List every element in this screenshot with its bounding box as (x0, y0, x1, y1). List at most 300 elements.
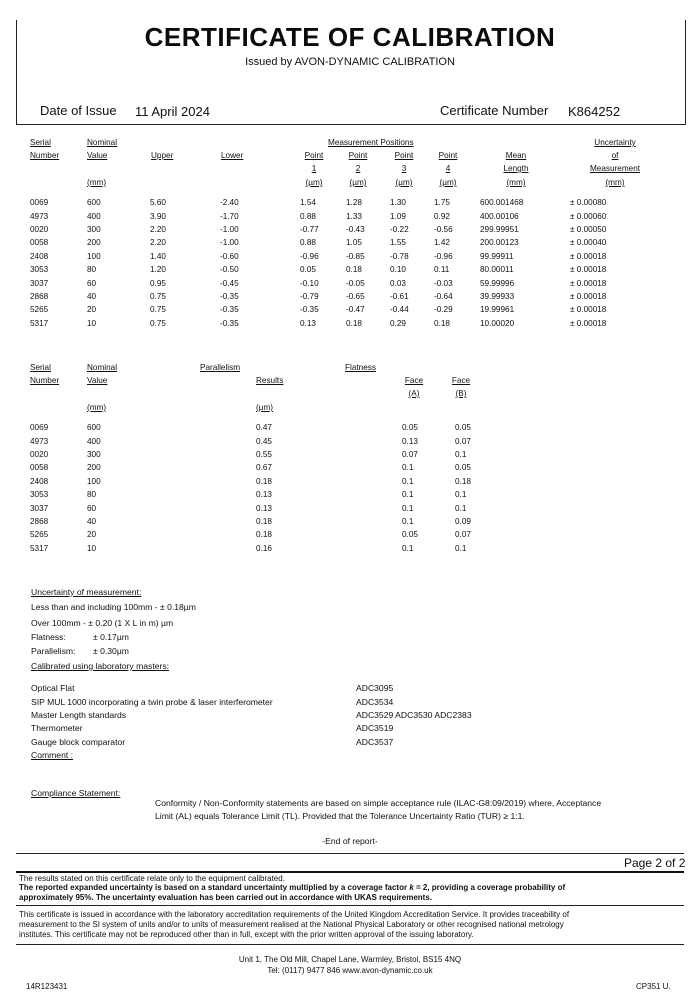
spacer-cell (296, 475, 402, 488)
header-point-2-unit: (µm) (349, 178, 367, 187)
uncertainty-line-1: Less than and including 100mm - ± 0.18µm (31, 602, 196, 612)
comment-label: Comment : (31, 750, 74, 760)
table-cell: 0.92 (434, 211, 450, 221)
master-name: Master Length standards (31, 710, 127, 720)
header-value: Value (87, 151, 108, 160)
table-cell: 1.05 (346, 238, 362, 248)
header2-face-a: Face (404, 376, 424, 385)
table-cell: -0.43 (346, 224, 365, 234)
table-cell: -0.65 (346, 291, 365, 301)
spacer-cell (432, 515, 455, 528)
coverage-statement-2: approximately 95%. The uncertainty evaluation has been carried out in accordance with UKAS requirements. (19, 893, 433, 902)
footer-mid-rule (16, 905, 684, 906)
header2-parallelism: Parallelism (200, 363, 241, 372)
table-cell: 200 (87, 238, 101, 248)
master-reference: ADC3537 (356, 737, 394, 747)
spacer-cell (462, 236, 480, 249)
table-cell: 0058 (30, 463, 49, 473)
table-cell: 0.18 (256, 516, 272, 526)
table-cell: ± 0.00018 (570, 318, 607, 328)
table-cell: 0.05 (300, 265, 316, 275)
header-length: Length (503, 164, 529, 173)
table-cell: 1.09 (390, 211, 406, 221)
table-cell: 600 (87, 198, 101, 208)
spacer-cell (462, 276, 480, 289)
table-cell: 0.18 (256, 530, 272, 540)
table-cell: 0.1 (455, 449, 467, 459)
footer-bottom-rule (16, 944, 684, 945)
spacer-cell (432, 488, 455, 501)
spacer-cell (432, 461, 455, 474)
table-cell: 40 (87, 291, 97, 301)
table-cell: ± 0.00018 (570, 278, 607, 288)
certificate-number-value: K864252 (568, 104, 621, 119)
spacer-cell (328, 317, 346, 330)
table-cell: 0.16 (256, 543, 272, 553)
table-cell: 0.75 (150, 305, 166, 315)
spacer-cell (328, 209, 346, 222)
table-cell: 0.11 (434, 265, 450, 275)
table-cell: 0.1 (402, 503, 414, 513)
table-cell: 1.33 (346, 211, 362, 221)
table-cell: 0.45 (256, 436, 272, 446)
table-row (30, 515, 475, 528)
table-row (30, 434, 475, 447)
table-cell: 59.99996 (480, 278, 515, 288)
table-cell: 0.07 (455, 530, 471, 540)
document-code-left: 14R123431 (26, 982, 68, 991)
table-cell: 0069 (30, 198, 49, 208)
header2-serial: Serial (30, 363, 51, 372)
header2-flatness: Flatness (345, 363, 376, 372)
table-cell: 0.18 (434, 318, 450, 328)
table-cell: 5317 (30, 318, 49, 328)
table-cell: 0.1 (402, 490, 414, 500)
table-row (30, 236, 670, 249)
table-cell: 4973 (30, 436, 49, 446)
table-cell: 5265 (30, 305, 49, 315)
table-row (30, 475, 475, 488)
table-cell: ± 0.00040 (570, 238, 607, 248)
spacer-cell (328, 196, 346, 209)
table-cell: 0.07 (402, 449, 418, 459)
table-cell: -0.50 (220, 265, 239, 275)
table-cell: 3037 (30, 503, 49, 513)
spacer-cell (374, 196, 390, 209)
table-cell: 10.00020 (480, 318, 515, 328)
spacer-cell (328, 276, 346, 289)
table-cell: 600.001468 (480, 198, 524, 208)
spacer-cell (296, 434, 402, 447)
spacer-cell (462, 250, 480, 263)
table-cell: 0.18 (346, 318, 362, 328)
certificate-title: CERTIFICATE OF CALIBRATION (144, 22, 556, 52)
table-cell: 0.1 (402, 476, 414, 486)
table-cell: 0.95 (150, 278, 166, 288)
header-point-2: Point (348, 151, 368, 160)
table-cell: ± 0.00060 (570, 211, 607, 221)
table-cell: ± 0.00050 (570, 224, 607, 234)
table-row (30, 501, 475, 514)
table-cell: 2.20 (150, 238, 166, 248)
spacer-cell (374, 250, 390, 263)
table-cell: 5265 (30, 530, 49, 540)
table-row (30, 488, 475, 501)
table-cell: -0.35 (220, 305, 239, 315)
parallelism-table (30, 421, 475, 555)
header-point-3-num: 3 (401, 164, 407, 173)
header-measurement: Measurement (589, 164, 641, 173)
uncertainty-line-2: Over 100mm - ± 0.20 (1 X L in m) µm (31, 618, 174, 628)
table-cell: ± 0.00080 (570, 198, 607, 208)
table-cell: -0.56 (434, 224, 453, 234)
header-point-4-num: 4 (445, 164, 451, 173)
spacer-cell (432, 528, 455, 541)
header-uncertainty-unit: (mm) (605, 178, 625, 187)
table-row (30, 461, 475, 474)
company-address: Unit 1, The Old Mill, Chapel Lane, Warmley, Bristol, BS15 4NQ (238, 955, 462, 964)
table-cell: -0.60 (220, 251, 239, 261)
spacer-cell (462, 209, 480, 222)
table-cell: -0.05 (346, 278, 365, 288)
table-cell: 0.13 (402, 436, 418, 446)
table-row (30, 263, 670, 276)
table-cell: 0.05 (402, 423, 418, 433)
table-cell: 5.60 (150, 198, 166, 208)
spacer-cell (296, 501, 402, 514)
header2-nominal: Nominal (87, 363, 118, 372)
table-cell: 80 (87, 265, 97, 275)
spacer-cell (462, 223, 480, 236)
table-cell: 0.67 (256, 463, 272, 473)
spacer-cell (328, 223, 346, 236)
accreditation-line-3: institutes. This certificate may not be reproduced other than in full, except with the prior written approval of the issuing laboratory. (19, 930, 474, 939)
table-cell: 200 (87, 463, 101, 473)
spacer-cell (296, 461, 402, 474)
footer-thick-rule (16, 871, 684, 873)
table-cell: -0.03 (434, 278, 453, 288)
table-cell: 0.47 (256, 423, 272, 433)
table-cell: 0.29 (390, 318, 406, 328)
table-cell: 4973 (30, 211, 49, 221)
table-cell: 2408 (30, 476, 49, 486)
table-cell: 0.75 (150, 291, 166, 301)
table-cell: 300 (87, 224, 101, 234)
header2-number: Number (30, 376, 60, 385)
end-of-report: -End of report- (322, 836, 378, 846)
spacer-cell (418, 250, 434, 263)
table-cell: 400 (87, 211, 101, 221)
table-row (30, 290, 670, 303)
spacer-cell (462, 263, 480, 276)
table-cell: -0.29 (434, 305, 453, 315)
spacer-cell (418, 196, 434, 209)
accreditation-line-1: This certificate is issued in accordance with the laboratory accreditation requirements of the United Kingdom Accreditation Service. It provides traceability of (19, 910, 570, 919)
table-row (30, 528, 475, 541)
parallelism-value: ± 0.30µm (93, 646, 129, 656)
uncertainty-heading: Uncertainty of measurement: (31, 587, 142, 597)
table-row (30, 303, 670, 316)
header2-nominal-unit: (mm) (87, 403, 107, 412)
table-cell: 0.1 (402, 516, 414, 526)
table-cell: 0.1 (455, 503, 467, 513)
spacer-cell (374, 209, 390, 222)
master-reference: ADC3529 ADC3530 ADC2383 (356, 710, 472, 720)
table-cell: 1.75 (434, 198, 450, 208)
document-code-right: CP351 U. (636, 982, 671, 991)
table-cell: 2.20 (150, 224, 166, 234)
spacer-cell (418, 209, 434, 222)
master-name: SIP MUL 1000 incorporating a twin probe & laser interferometer (31, 697, 273, 707)
table-cell: -0.45 (220, 278, 239, 288)
table-row (30, 276, 670, 289)
table-cell: -0.44 (390, 305, 409, 315)
table-cell: 0.88 (300, 211, 316, 221)
spacer-cell (432, 421, 455, 434)
header-point-4-unit: (µm) (439, 178, 457, 187)
table-cell: -0.77 (300, 224, 319, 234)
table-cell: 0.88 (300, 238, 316, 248)
coverage-statement-1: The reported expanded uncertainty is based on a standard uncertainty multiplied by a coverage factor k = 2, providing a coverage probability of (19, 883, 566, 892)
table-row (30, 250, 670, 263)
spacer-cell (418, 276, 434, 289)
table-row (30, 421, 475, 434)
header-mean: Mean (505, 151, 527, 160)
table-cell: 0.55 (256, 449, 272, 459)
table-cell: 1.40 (150, 251, 166, 261)
table-cell: 0.18 (346, 265, 362, 275)
compliance-heading: Compliance Statement: (31, 788, 121, 798)
spacer-cell (462, 290, 480, 303)
table-cell: 0.1 (455, 490, 467, 500)
spacer-cell (418, 223, 434, 236)
table-cell: 0.13 (256, 503, 272, 513)
table-cell: 600 (87, 423, 101, 433)
table-cell: -0.96 (434, 251, 453, 261)
table-cell: -2.40 (220, 198, 239, 208)
table-cell: 0.05 (455, 463, 471, 473)
table-cell: 40 (87, 516, 97, 526)
table-cell: 2868 (30, 291, 49, 301)
certificate-number-label: Certificate Number (440, 103, 549, 118)
table-cell: 0.13 (300, 318, 316, 328)
master-name: Thermometer (31, 723, 83, 733)
table-cell: 0.09 (455, 516, 471, 526)
flatness-label: Flatness: (31, 632, 66, 642)
table-row (30, 317, 670, 330)
header-nominal: Nominal (87, 138, 118, 147)
table-cell: 0.18 (455, 476, 471, 486)
footer-top-rule (16, 853, 684, 854)
table-cell: 1.42 (434, 238, 450, 248)
table-cell: -0.35 (220, 291, 239, 301)
table-cell: ± 0.00018 (570, 291, 607, 301)
table-cell: 2408 (30, 251, 49, 261)
spacer-cell (328, 303, 346, 316)
table-cell: 200.00123 (480, 238, 519, 248)
table-cell: 0.05 (402, 530, 418, 540)
table-cell: 1.55 (390, 238, 406, 248)
table-cell: 80.00011 (480, 265, 514, 275)
header-lower: Lower (221, 151, 244, 160)
table-cell: -1.00 (220, 224, 239, 234)
spacer-cell (432, 434, 455, 447)
master-name: Optical Flat (31, 683, 75, 693)
table-cell: -0.64 (434, 291, 453, 301)
table-row (30, 209, 670, 222)
table-cell: 10 (87, 318, 97, 328)
table-cell: 80 (87, 490, 97, 500)
table-cell: 100 (87, 476, 101, 486)
table-cell: 0020 (30, 449, 49, 459)
master-reference: ADC3534 (356, 697, 394, 707)
header-measurement-positions: Measurement Positions (328, 138, 414, 147)
master-reference: ADC3519 (356, 723, 394, 733)
table-cell: 1.28 (346, 198, 362, 208)
spacer-cell (418, 290, 434, 303)
table-cell: 0.1 (455, 543, 467, 553)
table-cell: 300 (87, 449, 101, 459)
table-cell: 0.18 (256, 476, 272, 486)
table-cell: 99.99911 (480, 251, 514, 261)
table-cell: 0.1 (402, 463, 414, 473)
table-cell: 0020 (30, 224, 49, 234)
results-statement: The results stated on this certificate relate only to the equipment calibrated. (19, 874, 285, 883)
table-cell: 3037 (30, 278, 49, 288)
spacer-cell (296, 528, 402, 541)
spacer-cell (374, 317, 390, 330)
accreditation-line-2: measurement to the SI system of units and/or to units of measurement realised at the National Physical Laboratory or other recognised national metrology (19, 920, 564, 929)
spacer-cell (462, 196, 480, 209)
header2-face-b-label: (B) (455, 389, 467, 398)
table-cell: -1.70 (220, 211, 239, 221)
spacer-cell (418, 303, 434, 316)
header2-face-b: Face (451, 376, 471, 385)
table-cell: 0.03 (390, 278, 406, 288)
table-cell: 1.30 (390, 198, 406, 208)
header-point-1: Point (304, 151, 324, 160)
table-cell: 0.13 (256, 490, 272, 500)
compliance-line-2: Limit (AL) equals Tolerance Limit (TL). Provided that the Tolerance Uncertainty Ratio (TUR) ≥ 1:1. (155, 811, 525, 821)
table-cell: 3053 (30, 490, 49, 500)
table-cell: -0.61 (390, 291, 409, 301)
table-cell: 299.99951 (480, 224, 519, 234)
header-point-3: Point (394, 151, 414, 160)
header-of: of (611, 151, 619, 160)
table-cell: -0.47 (346, 305, 365, 315)
spacer-cell (296, 488, 402, 501)
spacer-cell (374, 290, 390, 303)
table-cell: 19.99961 (480, 305, 515, 315)
table-cell: 60 (87, 503, 97, 513)
spacer-cell (432, 501, 455, 514)
table-cell: 20 (87, 305, 97, 315)
header-point-3-unit: (µm) (395, 178, 413, 187)
spacer-cell (432, 542, 455, 555)
table-cell: -0.22 (390, 224, 409, 234)
spacer-cell (462, 303, 480, 316)
table-cell: 0.07 (455, 436, 471, 446)
table-row (30, 448, 475, 461)
table-cell: -0.10 (300, 278, 319, 288)
table-cell: 10 (87, 543, 97, 553)
header-uncertainty: Uncertainty (594, 138, 636, 147)
header-nominal-unit: (mm) (87, 178, 107, 187)
spacer-cell (328, 250, 346, 263)
table-cell: -0.78 (390, 251, 409, 261)
table-cell: 0.1 (402, 543, 414, 553)
header2-value: Value (87, 376, 108, 385)
spacer-cell (296, 515, 402, 528)
spacer-cell (374, 276, 390, 289)
spacer-cell (418, 317, 434, 330)
table-cell: ± 0.00018 (570, 251, 607, 261)
masters-heading: Calibrated using laboratory masters: (31, 661, 170, 671)
header-point-4: Point (438, 151, 458, 160)
header-mean-unit: (mm) (506, 178, 526, 187)
table-cell: -0.35 (220, 318, 239, 328)
measurement-table (30, 196, 670, 330)
table-cell: 3.90 (150, 211, 166, 221)
table-cell: ± 0.00018 (570, 305, 607, 315)
header-upper: Upper (151, 151, 174, 160)
header-serial: Serial (30, 138, 51, 147)
date-of-issue-label: Date of Issue (40, 103, 117, 118)
compliance-line-1: Conformity / Non-Conformity statements are based on simple acceptance rule (ILAC-G8:09/2019) where, Acceptance (155, 798, 602, 808)
parallelism-label: Parallelism: (31, 646, 76, 656)
master-name: Gauge block comparator (31, 737, 126, 747)
spacer-cell (418, 263, 434, 276)
spacer-cell (296, 542, 402, 555)
spacer-cell (328, 263, 346, 276)
spacer-cell (296, 448, 402, 461)
table-cell: 400.00106 (480, 211, 519, 221)
certificate-subtitle: Issued by AVON-DYNAMIC CALIBRATION (245, 56, 455, 68)
spacer-cell (328, 290, 346, 303)
table-cell: 0.10 (390, 265, 406, 275)
table-cell: 20 (87, 530, 97, 540)
table-row (30, 542, 475, 555)
table-cell: 1.54 (300, 198, 316, 208)
header-point-2-num: 2 (355, 164, 361, 173)
company-contact: Tel: (0117) 9477 846 www.avon-dynamic.co.uk (267, 966, 433, 975)
table-cell: -0.85 (346, 251, 365, 261)
table-cell: -0.35 (300, 305, 319, 315)
table-row (30, 223, 670, 236)
table-cell: -1.00 (220, 238, 239, 248)
table-cell: 5317 (30, 543, 49, 553)
table-row (30, 196, 670, 209)
table-cell: 0.75 (150, 318, 166, 328)
header2-face-a-label: (A) (408, 389, 420, 398)
spacer-cell (296, 421, 402, 434)
header2-results: Results (256, 376, 284, 385)
table-cell: -0.79 (300, 291, 319, 301)
spacer-cell (432, 475, 455, 488)
spacer-cell (418, 236, 434, 249)
master-reference: ADC3095 (356, 683, 394, 693)
spacer-cell (374, 303, 390, 316)
header-point-1-unit: (µm) (305, 178, 323, 187)
spacer-cell (328, 236, 346, 249)
table-cell: 400 (87, 436, 101, 446)
table-cell: 3053 (30, 265, 49, 275)
table-cell: 60 (87, 278, 97, 288)
header2-results-unit: (µm) (256, 403, 273, 412)
flatness-value: ± 0.17µm (93, 632, 129, 642)
spacer-cell (462, 317, 480, 330)
spacer-cell (432, 448, 455, 461)
